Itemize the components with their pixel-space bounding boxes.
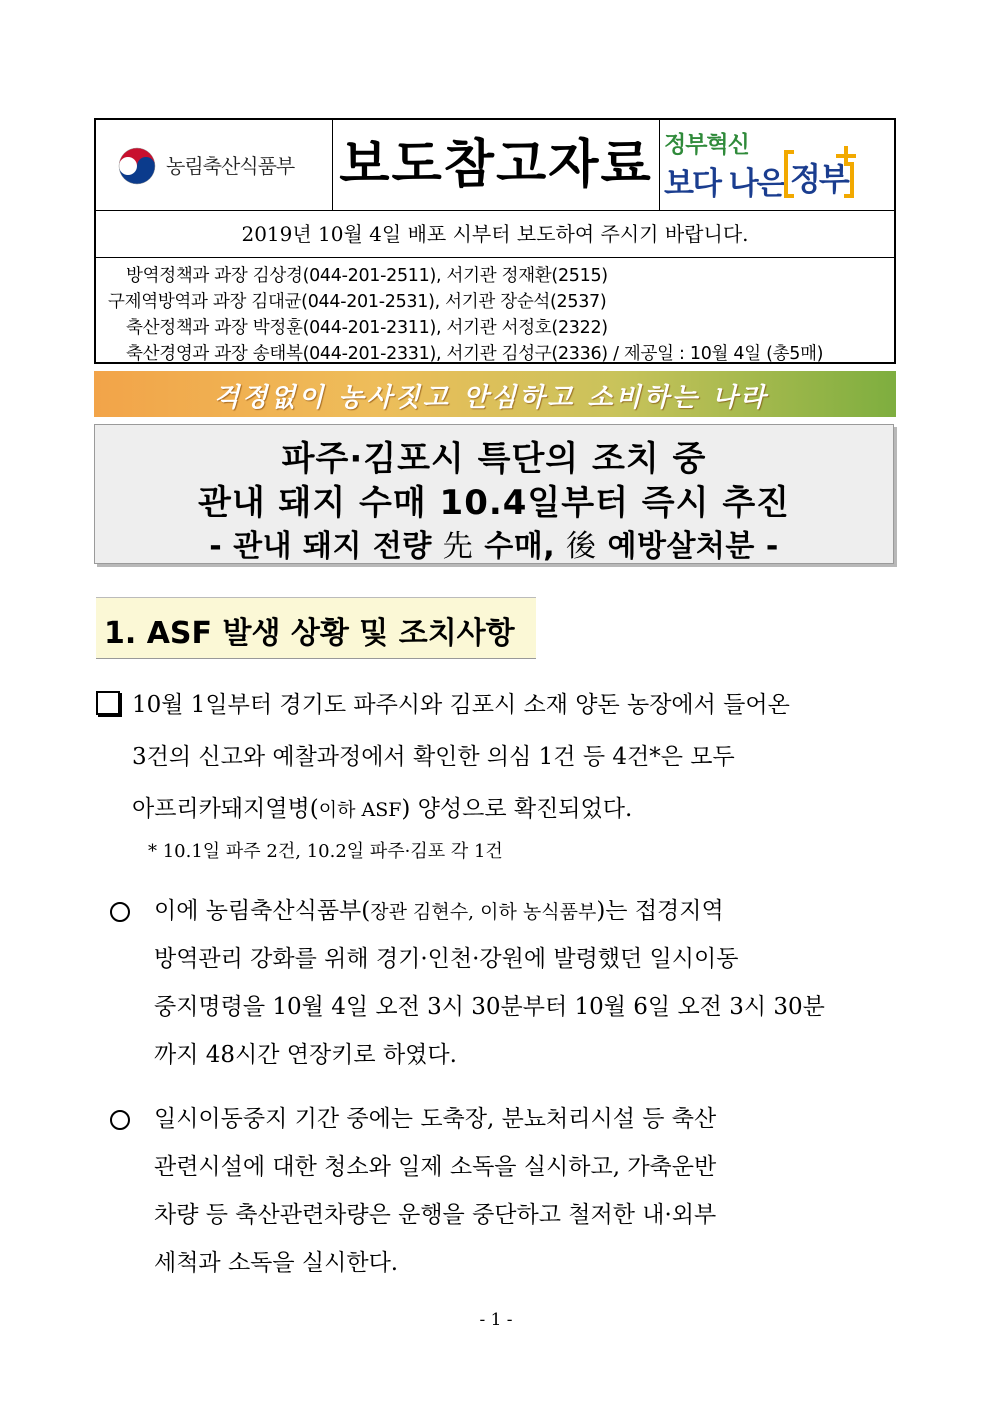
subtitle-part: 예방살처분 - [596, 529, 779, 564]
subtitle-part: 수매, [473, 529, 567, 564]
gov-better-text: 보다 나은 [664, 166, 785, 202]
page-number: - 1 - [479, 1310, 513, 1330]
body-line: 세척과 소독을 실시한다. [154, 1250, 399, 1276]
headline-line-1: 파주·김포시 특단의 조치 중 [281, 439, 707, 479]
section-title: 1. ASF 발생 상황 및 조치사항 [104, 616, 515, 651]
slogan-banner [94, 371, 896, 417]
title-cell [333, 120, 660, 210]
release-notice: 2019년 10월 4일 배포 시부터 보도하여 주시기 바랍니다. [96, 211, 894, 258]
body-text: )는 접경지역 [596, 898, 724, 924]
gov-innovation-text: 정부혁신 [664, 132, 749, 158]
body-text-small: 장관 김현수, 이하 농식품부 [370, 901, 597, 923]
contact-line: 축산경영과 과장 송태복(044-201-2331), 서기관 김성구(2336) / 제공일 : 10월 4일 (총5매) [126, 344, 824, 364]
header-table [94, 118, 896, 364]
section-header [96, 597, 536, 659]
body-line: 일시이동중지 기간 중에는 도축장, 분뇨처리시설 등 축산 [154, 1106, 717, 1132]
headline-line-2: 관내 돼지 수매 10.4일부터 즉시 추진 [197, 483, 791, 523]
body-line [154, 892, 724, 925]
checkbox-bullet-icon [96, 691, 120, 715]
footnote: * 10.1일 파주 2건, 10.2일 파주·김포 각 1건 [148, 841, 503, 862]
contact-list [96, 258, 894, 362]
gov-innovation-logo [660, 120, 894, 210]
body-line: 차량 등 축산관련차량은 운행을 중단하고 철저한 내·외부 [154, 1202, 717, 1228]
circle-bullet-icon [110, 1110, 130, 1130]
body-line: 관련시설에 대한 청소와 일제 소독을 실시하고, 가축운반 [154, 1154, 717, 1180]
contact-line: 구제역방역과 과장 김대균(044-201-2531), 서기관 장순석(2537) [108, 292, 607, 312]
body-line: 중지명령을 10월 4일 오전 3시 30분부터 10월 6일 오전 3시 30분 [154, 994, 825, 1020]
circle-bullet-icon [110, 902, 130, 922]
gov-word-text: 정부 [790, 160, 848, 198]
subtitle-hanja: 後 [566, 529, 597, 564]
subtitle-part: - 관내 돼지 전량 [209, 529, 443, 564]
body-line [132, 790, 632, 823]
body-line: 3건의 신고와 예찰과정에서 확인한 의심 1건 등 4건*은 모두 [132, 744, 735, 770]
body-text: 이에 농림축산식품부( [154, 898, 371, 924]
contact-line: 축산정책과 과장 박정훈(044-201-2311), 서기관 서정호(2322) [126, 318, 608, 338]
subtitle-hanja: 先 [442, 529, 474, 564]
ministry-name: 농림축산식품부 [166, 154, 295, 178]
headline-subtitle [95, 521, 893, 565]
document-title: 보도참고자료 [339, 135, 653, 195]
header-top-row [96, 120, 894, 211]
body-text-small: 이하 ASF [318, 799, 402, 821]
body-text: ) 양성으로 확진되었다. [401, 796, 633, 822]
headline-box [94, 424, 894, 564]
body-line: 방역관리 강화를 위해 경기·인천·강원에 발령했던 일시이동 [154, 946, 739, 972]
taegeuk-emblem-icon [114, 143, 160, 189]
body-line: 10월 1일부터 경기도 파주시와 김포시 소재 양돈 농장에서 들어온 [132, 692, 790, 718]
contact-line: 방역정책과 과장 김상경(044-201-2511), 서기관 정재환(2515) [126, 266, 608, 286]
slogan-text: 걱정없이 농사짓고 안심하고 소비하는 나라 [214, 383, 769, 413]
body-line: 까지 48시간 연장키로 하였다. [154, 1042, 457, 1068]
body-text: 아프리카돼지열병( [132, 796, 319, 822]
ministry-logo-cell [96, 120, 333, 210]
